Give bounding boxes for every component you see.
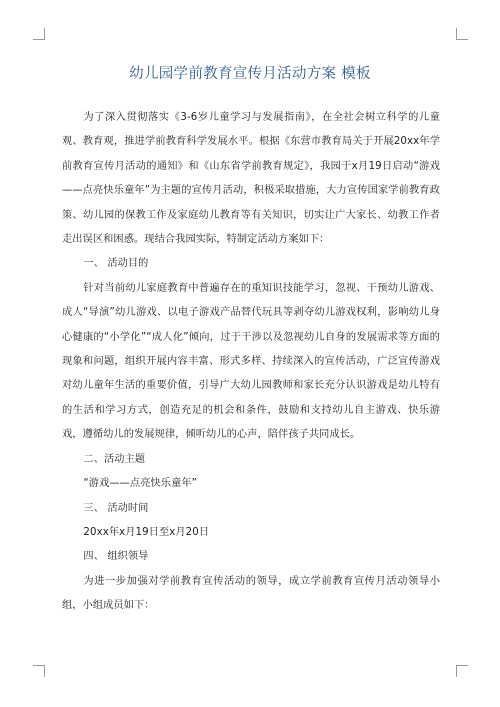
crop-mark-bottom-left	[33, 665, 45, 677]
document-body	[62, 106, 440, 619]
section-heading-purpose: 一、 活动目的	[83, 258, 149, 270]
section-heading-time: 三、 活动时间	[83, 502, 149, 514]
time-paragraph: 20xx年x月19日至x月20日	[83, 526, 210, 538]
intro-paragraph: 为了深入贯彻落实《3-6岁儿童学习与发展指南》，在全社会树立科学的儿童观、教育观，推进学前教育科学发展水平。根据《东营市教育局关于开展20xx年学前教育宣传月活动的通知》和《山东省学前教育规定》，我园于x月19日启动“游戏——点亮快乐童年”为主题的宣传月活动，积极采取措施，大力宣传国家学前教育政策、幼儿园的保教工作及家庭幼儿教育等有关知识，切实让广大家长、幼教工作者走出误区和困惑。现结合我园实际，特制定活动方案如下：	[62, 112, 440, 246]
crop-mark-top-right	[456, 28, 468, 40]
crop-mark-bottom-right	[456, 665, 468, 677]
section-heading-theme: 二、活动主题	[83, 453, 146, 465]
document-title: 幼儿园学前教育宣传月活动方案 模板	[129, 66, 371, 82]
purpose-paragraph: 针对当前幼儿家庭教育中普遍存在的重知识技能学习，忽视、干预幼儿游戏、成人“导演”幼儿游戏、以电子游戏产品替代玩具等剥夺幼儿游戏权利，影响幼儿身心健康的“小学化”“成人化”倾向，过于干涉以及忽视幼儿自身的发展需求等方面的现象和问题，组织开展内容丰富、形式多样、持续深入的宣传活动，广泛宣传游戏对幼儿童年生活的重要价值，引导广大幼儿园教师和家长充分认识游戏是幼儿特有的生活和学习方式，创造充足的机会和条件，鼓励和支持幼儿自主游戏、快乐游戏，遵循幼儿的发展规律，倾听幼儿的心声，陪伴孩子共同成长。	[62, 282, 440, 441]
theme-paragraph: “游戏——点亮快乐童年”	[83, 478, 198, 490]
crop-mark-top-left	[33, 28, 45, 40]
section-heading-leadership: 四、 组织领导	[83, 551, 149, 563]
leadership-paragraph: 为进一步加强对学前教育宣传活动的领导，成立学前教育宣传月活动领导小组，小组成员如下：	[62, 575, 440, 612]
